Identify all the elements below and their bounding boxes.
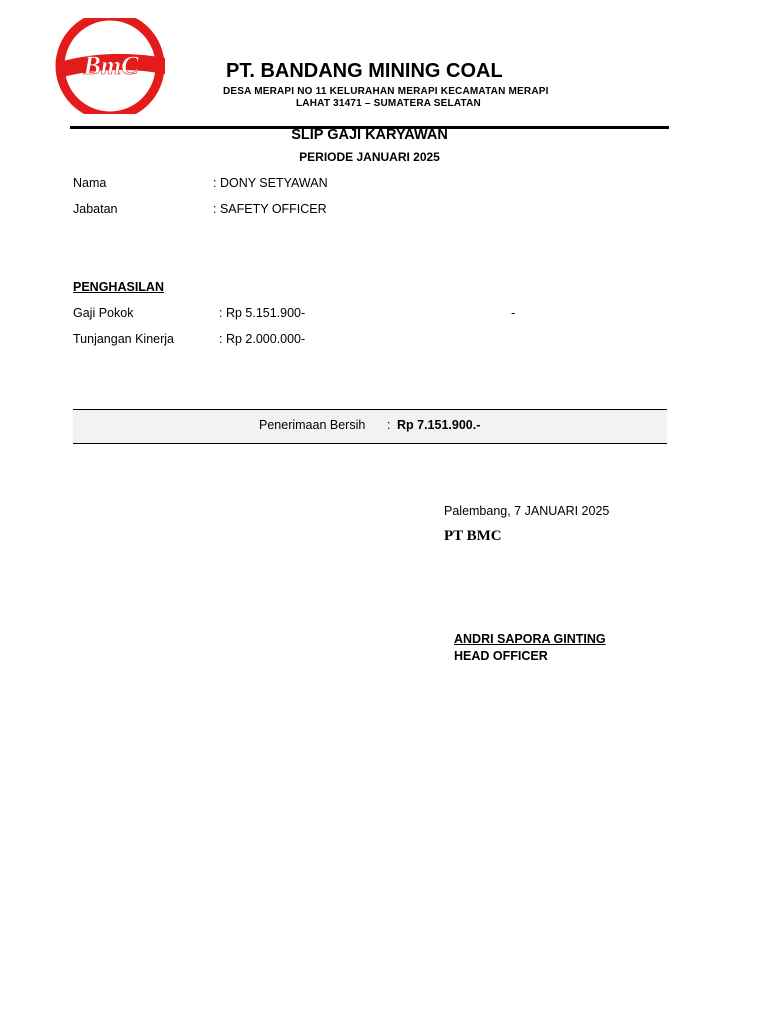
net-pay-colon: : <box>387 418 391 432</box>
employee-name-label: Nama <box>73 176 107 190</box>
performance-allowance-label: Tunjangan Kinerja <box>73 332 174 346</box>
company-address-line1: DESA MERAPI NO 11 KELURAHAN MERAPI KECAMATAN MERAPI <box>223 86 549 97</box>
logo-text: BmC <box>83 51 139 80</box>
net-pay-box <box>73 409 667 444</box>
basic-salary-label: Gaji Pokok <box>73 306 134 320</box>
company-name: PT. BANDANG MINING COAL <box>226 60 503 82</box>
signer-name: ANDRI SAPORA GINTING <box>454 632 606 646</box>
signature-company: PT BMC <box>444 528 502 544</box>
company-logo <box>55 18 167 114</box>
bmc-logo-icon <box>55 18 167 114</box>
income-heading: PENGHASILAN <box>73 280 164 294</box>
employee-name-value: : DONY SETYAWAN <box>213 176 328 190</box>
employee-position-value: : SAFETY OFFICER <box>213 202 327 216</box>
basic-salary-value: : Rp 5.151.900- <box>219 306 306 320</box>
basic-salary-extra: - <box>511 306 516 320</box>
net-pay-value: Rp 7.151.900.- <box>397 418 481 432</box>
slip-title: SLIP GAJI KARYAWAN <box>291 127 448 143</box>
net-pay-label: Penerimaan Bersih <box>259 418 366 432</box>
employee-position-label: Jabatan <box>73 202 118 216</box>
company-address-line2: LAHAT 31471 – SUMATERA SELATAN <box>296 98 481 109</box>
performance-allowance-value: : Rp 2.000.000- <box>219 332 306 346</box>
signer-title: HEAD OFFICER <box>454 649 548 663</box>
slip-period: PERIODE JANUARI 2025 <box>299 150 440 164</box>
signature-place-date: Palembang, 7 JANUARI 2025 <box>444 504 610 518</box>
